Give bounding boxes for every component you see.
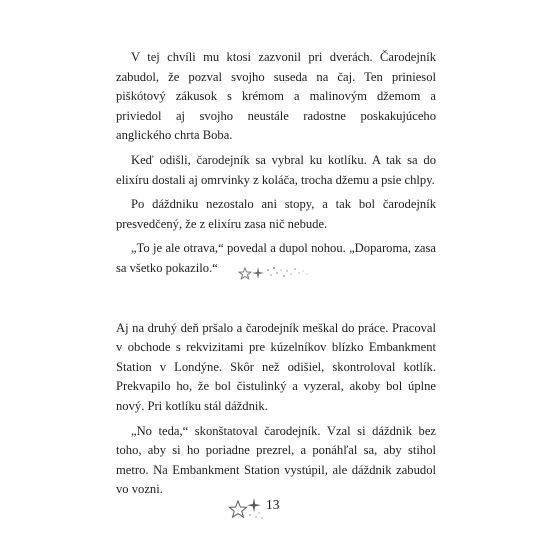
paragraph-4: „To je ale otrava,“ povedal a dupol nohou. „Doparoma, zasa sa všetko pokazilo.“ <box>116 241 436 275</box>
star-sparkle-ornament-icon <box>238 264 312 282</box>
paragraph-1: V tej chvíli mu ktosi zazvonil pri dverách. Čarodejník zabudol, že pozval svojho suseda na čaj. Ten priniesol piškótový zákusok s krémom a malinovým džemom a priviedol aj svojho neustále radostne poskakujúceho anglického chrta Boba. <box>116 50 436 143</box>
paragraph-3: Po dáždniku nezostalo ani stopy, a tak bol čarodejník presvedčený, že z elixíru zasa nič nebude. <box>116 197 436 231</box>
paragraph-6: „No teda,“ skonštatoval čarodejník. Vzal si dáždnik bez toho, aby si ho poriadne prezrel, a ponáhľal sa, aby stihol metro. Na Embankment Station vystúpil, ale dáždnik zabudol vo vozni. <box>116 423 436 497</box>
page-number: 13 <box>266 497 280 512</box>
paragraph-2: Keď odišli, čarodejník sa vybral ku kotlíku. A tak sa do elixíru dostali aj omrvinky z koláča, trocha džemu a psie chlpy. <box>116 152 436 187</box>
paragraph-5: Aj na druhý deň pršalo a čarodejník meškal do práce. Pracoval v obchode s rekvizitami pre kúzelníkov blízko Embankment Station v Londýne. Skôr než odišiel, skontroloval kotlík. Prekvapilo ho, že bol čistulinký a vyzeral, akoby bol úplne nový. Pri kotlíku stál dáždnik. <box>116 320 436 413</box>
scene-break-space <box>116 279 436 319</box>
